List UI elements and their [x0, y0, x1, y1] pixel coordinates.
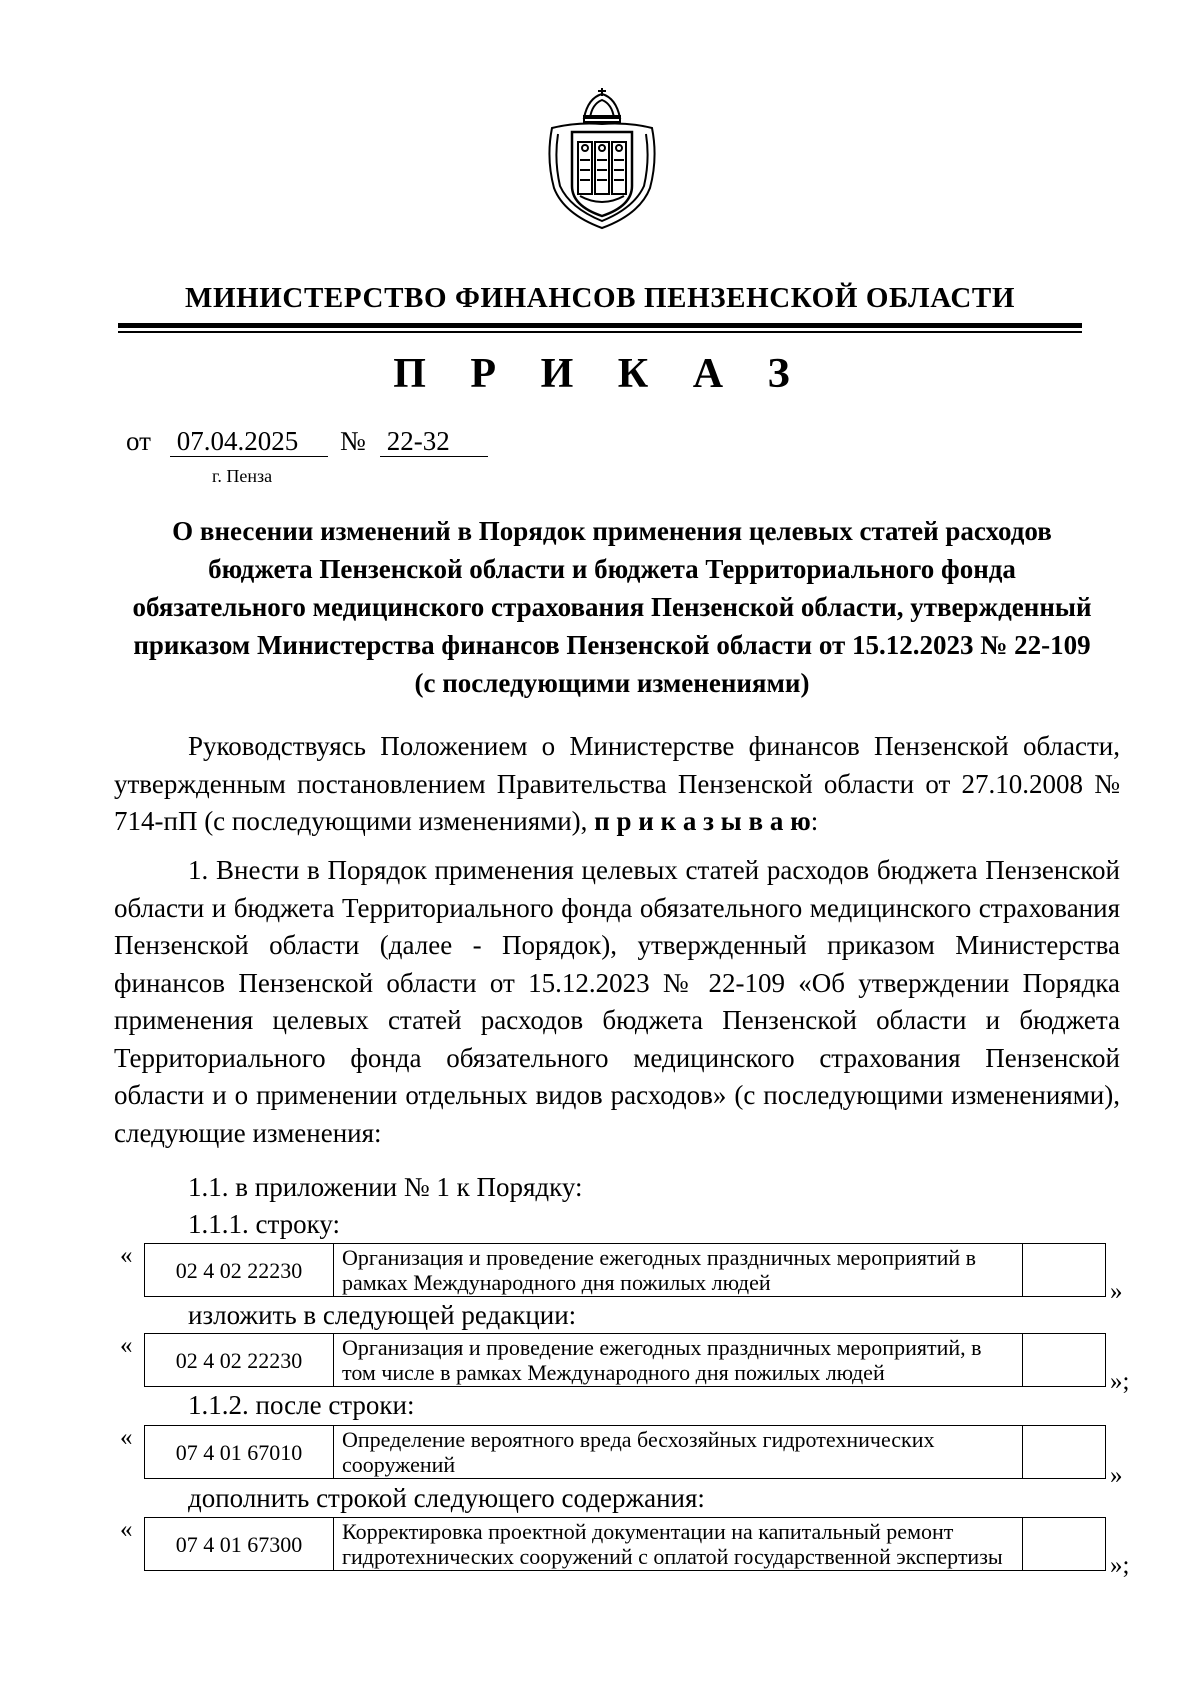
document-number: 22-32 — [380, 426, 488, 457]
table-row — [144, 1333, 1106, 1387]
close-quote: » — [1110, 1278, 1123, 1305]
item-1-paragraph: 1. Внести в Порядок применения целевых статей расходов бюджета Пензенской области и бюджета Территориального фонда обязательного медицинского страхования Пензенской области (далее - Порядок), утвержденный приказом Министерства финансов Пензенской области от 15.12.2023 № 22-109 «Об утверждении Порядка применения целевых статей расходов бюджета Пензенской области и бюджета Территориального фонда обязательного медицинского страхования Пензенской области и о применении отдельных видов расходов» (с последующими изменениями), следующие изменения: — [114, 855, 1120, 1148]
row-text: Организация и проведение ежегодных праздничных мероприятий, в том числе в рамках Международного дня пожилых людей — [334, 1334, 1023, 1387]
replace-text: изложить в следующей редакции: — [188, 1300, 577, 1330]
table-row — [144, 1425, 1106, 1479]
preamble-paragraph: Руководствуясь Положением о Министерстве финансов Пензенской области, утвержденным постановлением Правительства Пензенской области от 27.10.2008 № 714-пП (с последующими изменениями), п р и к а з ы в а ю: — [114, 731, 1120, 836]
row-code: 07 4 01 67010 — [145, 1426, 334, 1479]
header-rule-thin — [118, 331, 1082, 333]
row-text: Корректировка проектной документации на капитальный ремонт гидротехнических сооружений с оплатой государственной экспертизы — [334, 1518, 1023, 1571]
close-quote: »; — [1110, 1368, 1130, 1395]
open-quote: « — [120, 1516, 133, 1543]
row-text: Организация и проведение ежегодных праздничных мероприятий в рамках Международного дня пожилых людей — [334, 1244, 1023, 1297]
close-quote: » — [1110, 1462, 1123, 1489]
header-rule-thick — [118, 323, 1082, 328]
order-verb: п р и к а з ы в а ю — [594, 806, 811, 836]
item-1-1-1: 1.1.1. строку: — [188, 1209, 340, 1239]
open-quote: « — [120, 1332, 133, 1359]
close-quote: »; — [1110, 1552, 1130, 1579]
document-title: О внесении изменений в Порядок применения целевых статей расходов бюджета Пензенской области и бюджета Территориального фонда обязательного медицинского страхования Пензенской области, утвержденный приказом Министерства финансов Пензенской области от 15.12.2023 № 22-109 (с последующими изменениями) — [132, 516, 1092, 698]
row-code: 07 4 01 67300 — [145, 1518, 334, 1571]
open-quote: « — [120, 1242, 133, 1269]
row-code: 02 4 02 22230 — [145, 1244, 334, 1297]
ministry-name: МИНИСТЕРСТВО ФИНАНСОВ ПЕНЗЕНСКОЙ ОБЛАСТИ — [184, 282, 1016, 314]
item-1-1: 1.1. в приложении № 1 к Порядку: — [188, 1172, 583, 1202]
number-label: № — [340, 426, 366, 456]
row-text: Определение вероятного вреда бесхозяйных гидротехнических сооружений — [334, 1426, 1023, 1479]
city: г. Пенза — [212, 466, 273, 486]
coat-of-arms-icon — [544, 88, 660, 230]
row-code: 02 4 02 22230 — [145, 1334, 334, 1387]
add-row-text: дополнить строкой следующего содержания: — [188, 1483, 705, 1513]
table-row — [144, 1243, 1106, 1297]
date-label: от — [126, 426, 151, 456]
open-quote: « — [120, 1424, 133, 1451]
item-1-1-2: 1.1.2. после строки: — [188, 1390, 415, 1420]
document-type: П Р И К А З — [393, 351, 807, 397]
table-row — [144, 1517, 1106, 1571]
document-date: 07.04.2025 — [170, 426, 328, 457]
